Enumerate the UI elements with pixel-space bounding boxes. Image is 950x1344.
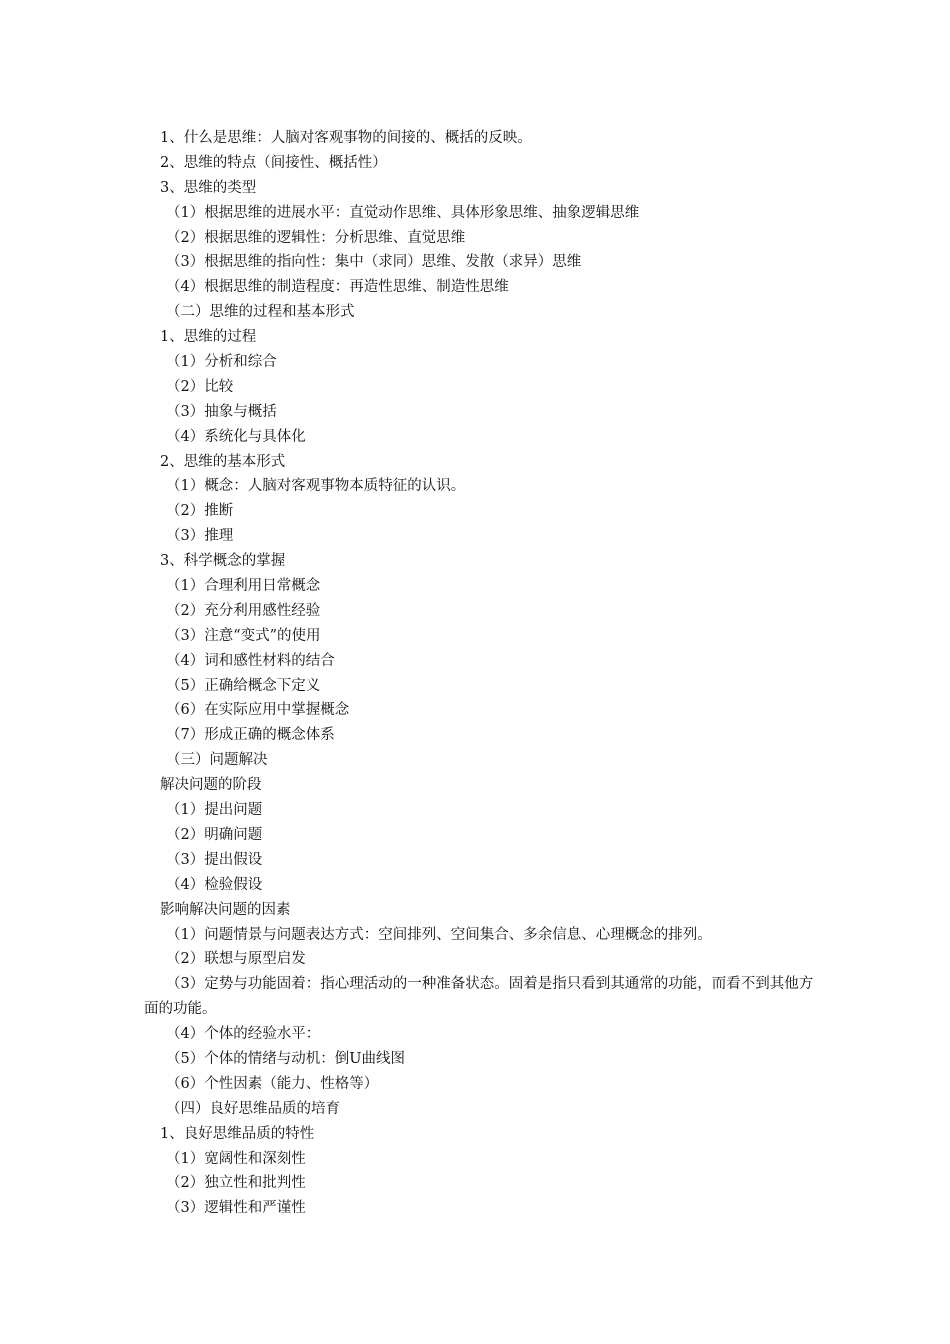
document-line: （3）推理 [166,528,234,545]
document-line: （2）独立性和批判性 [166,1175,306,1192]
document-line: （四）良好思维品质的培育 [166,1100,340,1117]
document-line: 1、思维的过程 [160,329,257,346]
document-line: （2）明确问题 [166,826,263,843]
document-line: （1）问题情景与问题表达方式：空间排列、空间集合、多余信息、心理概念的排列。 [166,926,712,943]
document-line: （7）形成正确的概念体系 [166,727,335,744]
document-line: （3）提出假设 [166,851,263,868]
document-line: （1）概念：人脑对客观事物本质特征的认识。 [166,478,466,495]
document-line: （三）问题解决 [166,752,268,769]
document-line: （1）根据思维的进展水平：直觉动作思维、具体形象思维、抽象逻辑思维 [166,204,640,221]
document-line: （1）合理利用日常概念 [166,578,321,595]
document-line: （1）提出问题 [166,802,263,819]
document-line: （3）注意“变式”的使用 [166,627,321,644]
document-line: （4）检验假设 [166,876,263,893]
document-line: （3）根据思维的指向性：集中（求同）思维、发散（求异）思维 [166,254,582,271]
document-line: （5）个体的情绪与动机：倒U曲线图 [166,1050,405,1067]
document-line: 2、思维的基本形式 [160,453,286,470]
document-line: （2）充分利用感性经验 [166,602,321,619]
document-line: 3、科学概念的掌握 [160,553,286,570]
document-line: （二）思维的过程和基本形式 [166,304,355,321]
document-body [144,126,814,1221]
document-line: （1）宽阔性和深刻性 [166,1150,306,1167]
document-line: （2）联想与原型启发 [166,951,306,968]
document-line: 影响解决问题的因素 [160,901,291,918]
document-line: （6）个性因素（能力、性格等） [166,1075,379,1092]
document-line: 3、思维的类型 [160,179,257,196]
document-line: （4）词和感性材料的结合 [166,652,335,669]
document-line: （6）在实际应用中掌握概念 [166,702,350,719]
document-line: （4）系统化与具体化 [166,428,306,445]
document-line: （3）定势与功能固着：指心理活动的一种准备状态。固着是指只看到其通常的功能，而看不到其他方面的功能。 [144,976,814,1018]
document-line: 解决问题的阶段 [160,777,262,794]
document-line: （2）根据思维的逻辑性：分析思维、直觉思维 [166,229,466,246]
document-line: （2）推断 [166,503,234,520]
document-line: 1、良好思维品质的特性 [160,1125,315,1142]
document-line: （4）个体的经验水平： [166,1026,321,1043]
document-line: 1、什么是思维：人脑对客观事物的间接的、概括的反映。 [160,130,532,146]
document-line: 2、思维的特点（间接性、概括性） [160,154,387,171]
document-line: （1）分析和综合 [166,354,277,371]
document-line: （3）抽象与概括 [166,403,277,420]
document-line: （5）正确给概念下定义 [166,677,321,694]
document-line: （3）逻辑性和严谨性 [166,1200,306,1217]
document-line: （4）根据思维的制造程度：再造性思维、制造性思维 [166,279,509,296]
document-line: （2）比较 [166,378,234,395]
